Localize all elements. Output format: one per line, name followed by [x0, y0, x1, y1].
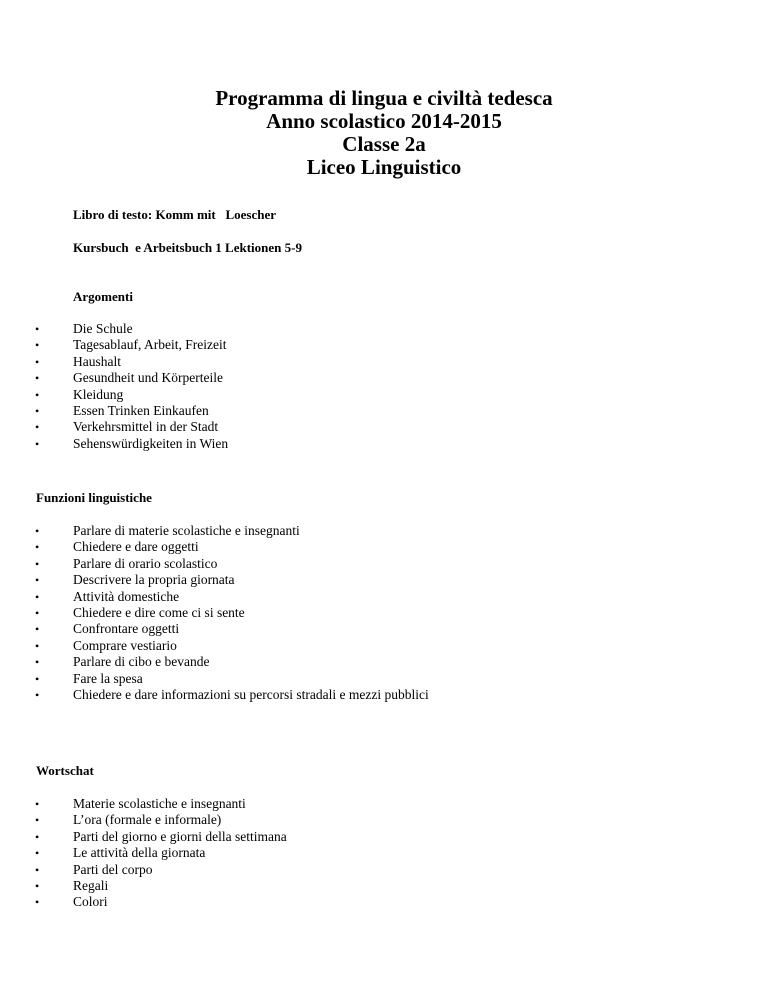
- list-item-text: Chiedere e dare informazioni su percorsi stradali e mezzi pubblici: [73, 687, 429, 703]
- list-item-text: Le attività della giornata: [73, 845, 206, 861]
- bullet-icon: •: [35, 688, 40, 703]
- list-item: [35, 637, 429, 654]
- list-item: [35, 539, 429, 555]
- bullet-icon: •: [35, 813, 40, 828]
- bullet-icon: •: [35, 354, 40, 369]
- list-item-text: Descrivere la propria giornata: [73, 572, 235, 588]
- bullet-icon: •: [35, 895, 40, 910]
- list-item: [35, 572, 429, 588]
- bullet-icon: •: [35, 420, 40, 435]
- list-item: [35, 861, 287, 878]
- bullet-icon: •: [35, 879, 40, 894]
- bullet-icon: •: [35, 540, 40, 555]
- list-item-text: Chiedere e dire come ci si sente: [73, 605, 245, 621]
- document-title: [0, 87, 768, 179]
- title-line-4: Liceo Linguistico: [306, 155, 462, 179]
- list-item-text: Die Schule: [73, 321, 133, 336]
- bullet-icon: •: [35, 436, 40, 451]
- list-item-text: Confrontare oggetti: [73, 621, 180, 637]
- list-item-text: Materie scolastiche e insegnanti: [73, 796, 246, 811]
- bullet-icon: •: [35, 797, 40, 811]
- list-item-text: Gesundheit und Körperteile: [73, 370, 223, 386]
- bullet-icon: •: [35, 846, 40, 861]
- bullet-icon: •: [35, 862, 40, 877]
- bullet-icon: •: [35, 606, 40, 621]
- list-item-text: Parlare di cibo e bevande: [73, 654, 210, 670]
- list-item: [35, 796, 287, 812]
- title-line-2: Anno scolastico 2014-2015: [266, 109, 502, 133]
- list-item: [35, 588, 429, 605]
- list-item: [35, 878, 287, 894]
- list-item: [35, 828, 287, 845]
- list-item: [35, 687, 429, 703]
- wortschatz-heading: Wortschat: [36, 763, 94, 778]
- list-item-text: Kleidung: [73, 386, 124, 402]
- list-item: [35, 812, 287, 828]
- bullet-icon: •: [35, 829, 40, 844]
- bullet-icon: •: [35, 524, 40, 538]
- list-item: [35, 605, 429, 621]
- list-item: [35, 435, 229, 452]
- funzioni-heading: Funzioni linguistiche: [36, 490, 152, 505]
- bullet-icon: •: [35, 638, 40, 653]
- list-item: [35, 321, 228, 337]
- list-item-text: Haushalt: [73, 353, 121, 369]
- title-line-3: Classe 2a: [342, 132, 426, 156]
- list-item-text: Verkehrsmittel in der Stadt: [73, 419, 219, 435]
- list-item-text: Chiedere e dare oggetti: [73, 539, 199, 555]
- bullet-icon: •: [35, 622, 40, 637]
- list-item: [35, 670, 429, 687]
- bullet-icon: •: [35, 322, 40, 336]
- funzioni-list: [35, 523, 429, 703]
- list-item-text: L’ora (formale e informale): [73, 812, 222, 828]
- list-item: [35, 337, 228, 353]
- list-item-text: Essen Trinken Einkaufen: [73, 403, 209, 419]
- list-item-text: Parlare di orario scolastico: [73, 555, 218, 571]
- wortschatz-list: [35, 796, 287, 911]
- list-item-text: Fare la spesa: [73, 670, 143, 686]
- list-item-text: Tagesablauf, Arbeit, Freizeit: [73, 337, 227, 353]
- argomenti-list: [35, 321, 229, 452]
- bullet-icon: •: [35, 387, 40, 402]
- argomenti-heading: Argomenti: [73, 289, 133, 304]
- list-item: [35, 419, 228, 435]
- list-item: [35, 654, 429, 670]
- list-item-text: Colori: [73, 894, 108, 910]
- list-item-text: Parlare di materie scolastiche e insegnanti: [73, 523, 300, 538]
- list-item: [35, 386, 228, 403]
- list-item: [35, 555, 429, 572]
- list-item: [35, 403, 228, 419]
- list-item: [35, 370, 228, 386]
- list-item: [35, 845, 287, 861]
- bullet-icon: •: [35, 371, 40, 386]
- list-item-text: Parti del giorno e giorni della settimana: [73, 828, 287, 844]
- list-item-text: Attività domestiche: [73, 588, 180, 604]
- list-item-text: Comprare vestiario: [73, 637, 177, 653]
- bullet-icon: •: [35, 671, 40, 686]
- list-item-text: Sehenswürdigkeiten in Wien: [73, 435, 229, 451]
- list-item: [35, 894, 287, 910]
- bullet-icon: •: [35, 404, 40, 419]
- list-item-text: Parti del corpo: [73, 861, 153, 877]
- bullet-icon: •: [35, 573, 40, 588]
- list-item: [35, 353, 228, 370]
- textbook-line: Libro di testo: Komm mit Loescher: [73, 207, 277, 222]
- title-line-1: Programma di lingua e civiltà tedesca: [215, 86, 553, 110]
- list-item: [35, 621, 429, 637]
- list-item: [35, 523, 429, 539]
- bullet-icon: •: [35, 338, 40, 353]
- bullet-icon: •: [35, 589, 40, 604]
- bullet-icon: •: [35, 556, 40, 571]
- bullet-icon: •: [35, 655, 40, 670]
- textbook-books-line: Kursbuch e Arbeitsbuch 1 Lektionen 5-9: [73, 240, 302, 255]
- list-item-text: Regali: [73, 878, 109, 894]
